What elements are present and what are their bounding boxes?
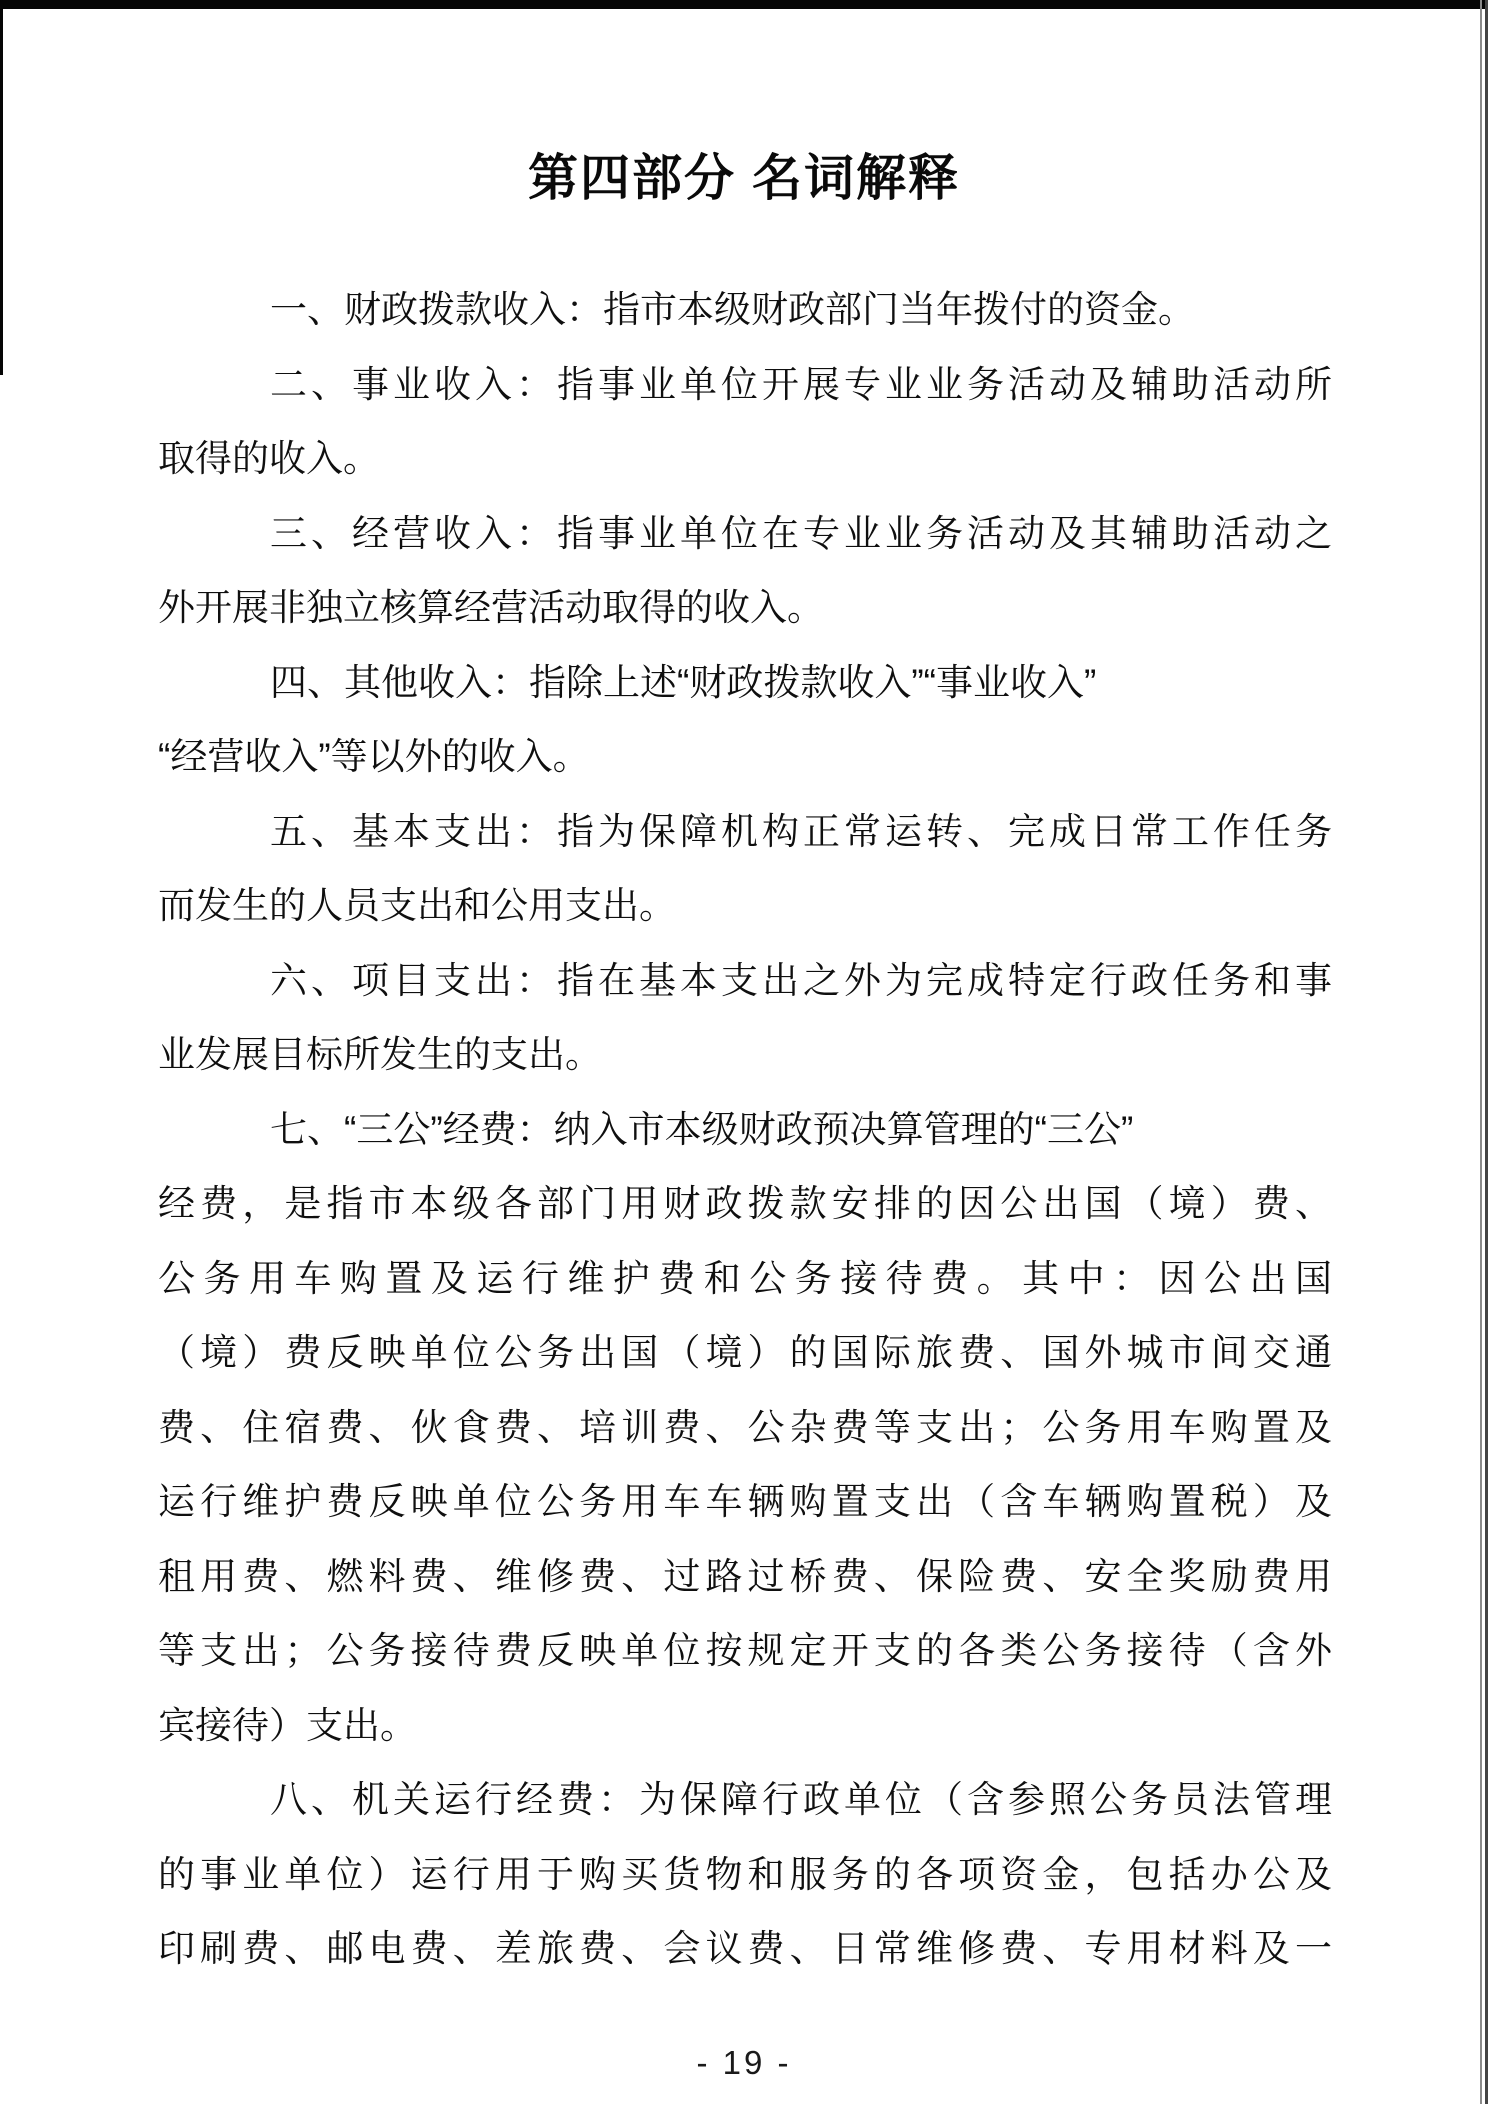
glossary-line: 六、项目支出：指在基本支出之外为完成特定行政任务和事 (270, 959, 1332, 1001)
scan-top-edge-bar (0, 0, 1488, 9)
glossary-paragraph-8 (158, 1763, 1332, 1987)
glossary-line: 运行维护费反映单位公务用车车辆购置支出（含车辆购置税）及 (158, 1481, 1332, 1522)
glossary-line: 四、其他收入：指除上述“财政拨款收入”“事业收入” (270, 661, 1097, 703)
glossary-line: “经营收入”等以外的收入。 (158, 736, 590, 777)
glossary-line: 五、基本支出：指为保障机构正常运转、完成日常工作任务 (270, 810, 1332, 852)
glossary-body (158, 273, 1332, 1987)
glossary-line: 印刷费、邮电费、差旅费、会议费、日常维修费、专用材料及一 (158, 1928, 1332, 1969)
glossary-paragraph-1 (158, 273, 1332, 348)
glossary-line: （境）费反映单位公务出国（境）的国际旅费、国外城市间交通 (158, 1332, 1332, 1373)
glossary-line: 等支出；公务接待费反映单位按规定开支的各类公务接待（含外 (158, 1630, 1332, 1671)
glossary-paragraph-3 (158, 497, 1332, 646)
glossary-line: 一、财政拨款收入：指市本级财政部门当年拨付的资金。 (270, 289, 1195, 330)
glossary-line: 外开展非独立核算经营活动取得的收入。 (158, 587, 824, 628)
glossary-line: 而发生的人员支出和公用支出。 (158, 885, 676, 926)
glossary-line: 费、住宿费、伙食费、培训费、公杂费等支出；公务用车购置及 (158, 1406, 1332, 1448)
glossary-line: 二、事业收入：指事业单位开展专业业务活动及辅助活动所 (270, 363, 1332, 405)
glossary-paragraph-5 (158, 795, 1332, 944)
page-number: - 19 - (696, 2044, 792, 2081)
glossary-line: 取得的收入。 (158, 438, 380, 479)
scan-right-edge-line (1480, 0, 1482, 2104)
glossary-line: 业发展目标所发生的支出。 (158, 1034, 602, 1075)
glossary-paragraph-7 (158, 1093, 1332, 1764)
glossary-line: 租用费、燃料费、维修费、过路过桥费、保险费、安全奖励费用 (158, 1555, 1332, 1597)
glossary-paragraph-2 (158, 348, 1332, 497)
page-title: 第四部分 名词解释 (528, 150, 960, 206)
glossary-line: 经费，是指市本级各部门用财政拨款安排的因公出国（境）费、 (158, 1183, 1332, 1224)
glossary-line: 的事业单位）运行用于购买货物和服务的各项资金，包括办公及 (158, 1853, 1332, 1895)
glossary-line: 三、经营收入：指事业单位在专业业务活动及其辅助活动之 (270, 512, 1332, 554)
glossary-line: 公务用车购置及运行维护费和公务接待费。其中：因公出国 (158, 1257, 1332, 1299)
glossary-line: 宾接待）支出。 (158, 1704, 417, 1746)
glossary-line: 八、机关运行经费：为保障行政单位（含参照公务员法管理 (270, 1779, 1332, 1820)
glossary-paragraph-4 (158, 646, 1332, 795)
glossary-line: 七、“三公”经费：纳入市本级财政预决算管理的“三公” (270, 1108, 1134, 1150)
glossary-paragraph-6 (158, 944, 1332, 1093)
